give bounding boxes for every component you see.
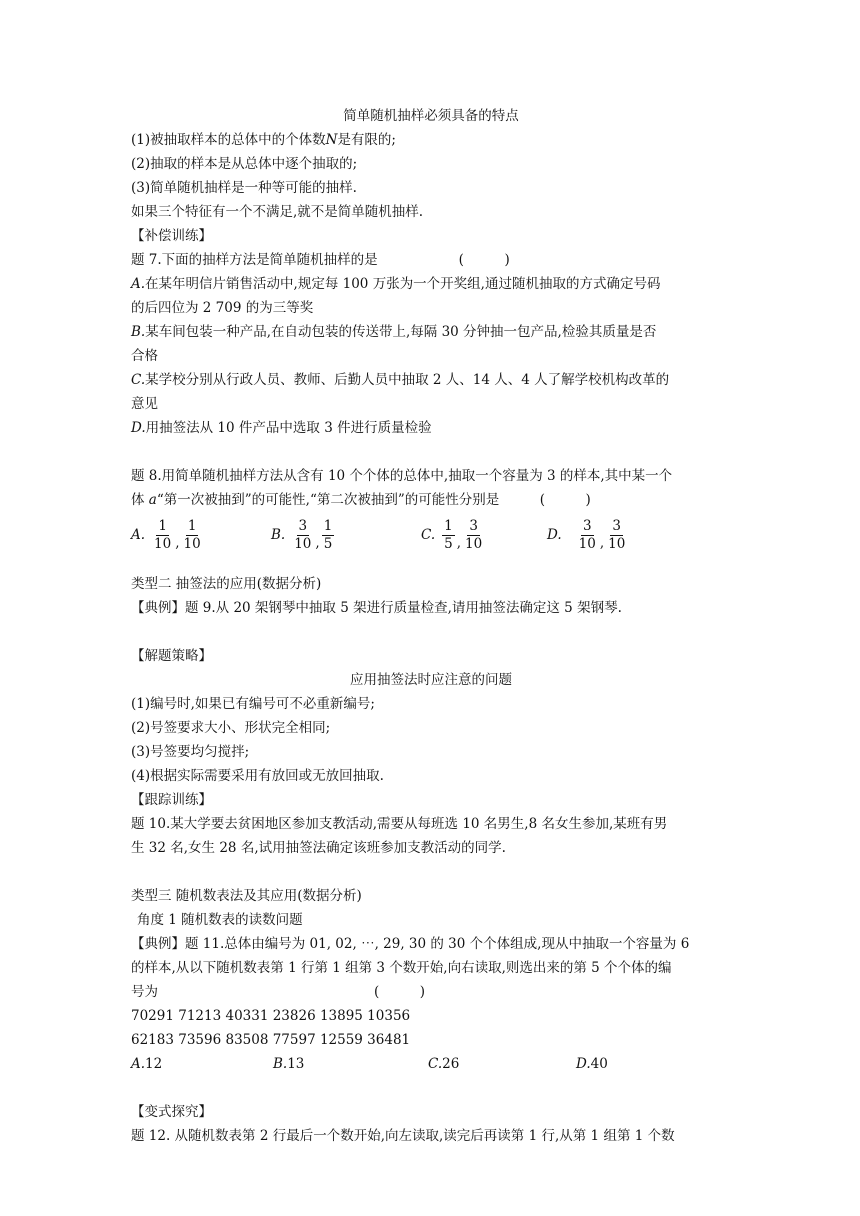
q11-option-c: C.26	[428, 1056, 460, 1072]
strategy-2: (2)号签要求大小、形状完全相同;	[131, 720, 331, 736]
q7-option-b-line2: 合格	[131, 348, 158, 364]
q8-option-c: C. $\frac{1}{5}$ , $\frac{3}{10}$	[421, 517, 483, 552]
section-title-features: 简单随机抽样必须具备的特点	[343, 108, 519, 124]
q8-option-d: D. $\frac{3}{10}$ , $\frac{3}{10}$	[547, 517, 626, 552]
q11-options	[131, 1052, 731, 1076]
q11-option-d: D.40	[576, 1056, 608, 1072]
question-8-line1: 题 8.用简单随机抽样方法从含有 10 个个体的总体中,抽取一个容量为 3 的样本,其中某一个	[131, 468, 673, 484]
q8-options	[131, 514, 731, 556]
q7-option-c-line2: 意见	[131, 396, 158, 412]
fraction: $\frac{3}{10}$	[294, 517, 312, 552]
q7-option-a-line2: 的后四位为 2 709 的为三等奖	[131, 300, 314, 316]
angle-1-heading: 角度 1 随机数表的读数问题	[137, 912, 303, 928]
fraction: $\frac{3}{10}$	[465, 517, 483, 552]
question-12: 题 12. 从随机数表第 2 行最后一个数开始,向左读取,读完后再读第 1 行,从第 1 组第 1 个数	[131, 1128, 675, 1144]
fraction: $\frac{1}{5}$	[444, 517, 453, 552]
q7-option-c-line1: C.某学校分别从行政人员、教师、后勤人员中抽取 2 人、14 人、4 人了解学校机构改革的	[131, 372, 670, 388]
heading-variant-exploration: 【变式探究】	[131, 1104, 212, 1120]
heading-solution-strategy: 【解题策略】	[131, 648, 212, 664]
question-9: 【典例】题 9.从 20 架钢琴中抽取 5 架进行质量检查,请用抽签法确定这 5 架钢琴.	[131, 600, 622, 616]
fraction: $\frac{1}{5}$	[323, 517, 333, 552]
question-10-line1: 题 10.某大学要去贫困地区参加支教活动,需要从每班选 10 名男生,8 名女生参加,某班有男	[131, 816, 668, 832]
q11-option-b: B.13	[273, 1056, 305, 1072]
question-8-line2: 体 a“第一次被抽到”的可能性,“第二次被抽到”的可能性分别是 ( )	[131, 492, 591, 508]
random-table-row-2: 62183 73596 83508 77597 12559 36481	[131, 1032, 411, 1048]
fraction: $\frac{3}{10}$	[578, 517, 596, 552]
strategy-1: (1)编号时,如果已有编号可不必重新编号;	[131, 696, 375, 712]
section-title-lottery: 应用抽签法时应注意的问题	[350, 672, 512, 688]
type-2-heading: 类型二 抽签法的应用(数据分析)	[131, 576, 322, 592]
strategy-3: (3)号签要均匀搅拌;	[131, 744, 250, 760]
fraction: $\frac{1}{10}$	[183, 517, 201, 552]
q8-option-b: B. $\frac{3}{10}$ , $\frac{1}{5}$	[271, 517, 333, 552]
q8-option-a: A. $\frac{1}{10}$ , $\frac{1}{10}$	[131, 517, 201, 552]
type-3-heading: 类型三 随机数表法及其应用(数据分析)	[131, 888, 362, 904]
strategy-4: (4)根据实际需要采用有放回或无放回抽取.	[131, 768, 384, 784]
random-table-row-1: 70291 71213 40331 23826 13895 10356	[131, 1008, 411, 1024]
feature-note: 如果三个特征有一个不满足,就不是简单随机抽样.	[131, 204, 424, 220]
heading-follow-up-training: 【跟踪训练】	[131, 792, 212, 808]
heading-compensation-training: 【补偿训练】	[131, 228, 212, 244]
q7-option-a-line1: A.在某年明信片销售活动中,规定每 100 万张为一个开奖组,通过随机抽取的方式确定号码	[131, 276, 661, 292]
question-11-line2: 的样本,从以下随机数表第 1 行第 1 组第 3 个数开始,向右读取,则选出来的第 5 个个体的编	[131, 960, 672, 976]
question-7: 题 7.下面的抽样方法是简单随机抽样的是 ( )	[131, 252, 510, 268]
document-page	[131, 104, 731, 1148]
feature-1: (1)被抽取样本的总体中的个体数N是有限的;	[131, 132, 396, 148]
feature-3: (3)简单随机抽样是一种等可能的抽样.	[131, 180, 357, 196]
question-11-line1: 【典例】题 11.总体由编号为 01, 02, ⋯, 29, 30 的 30 个个体组成,现从中抽取一个容量为 6	[131, 936, 690, 952]
q11-option-a: A.12	[131, 1056, 163, 1072]
fraction: $\frac{3}{10}$	[608, 517, 626, 552]
feature-2: (2)抽取的样本是从总体中逐个抽取的;	[131, 156, 358, 172]
fraction: $\frac{1}{10}$	[154, 517, 172, 552]
question-10-line2: 生 32 名,女生 28 名,试用抽签法确定该班参加支教活动的同学.	[131, 840, 506, 856]
q7-option-d: D.用抽签法从 10 件产品中选取 3 件进行质量检验	[131, 420, 432, 436]
question-11-line3: 号为 ( )	[131, 984, 426, 1000]
q7-option-b-line1: B.某车间包装一种产品,在自动包装的传送带上,每隔 30 分钟抽一包产品,检验其质量是否	[131, 324, 657, 340]
